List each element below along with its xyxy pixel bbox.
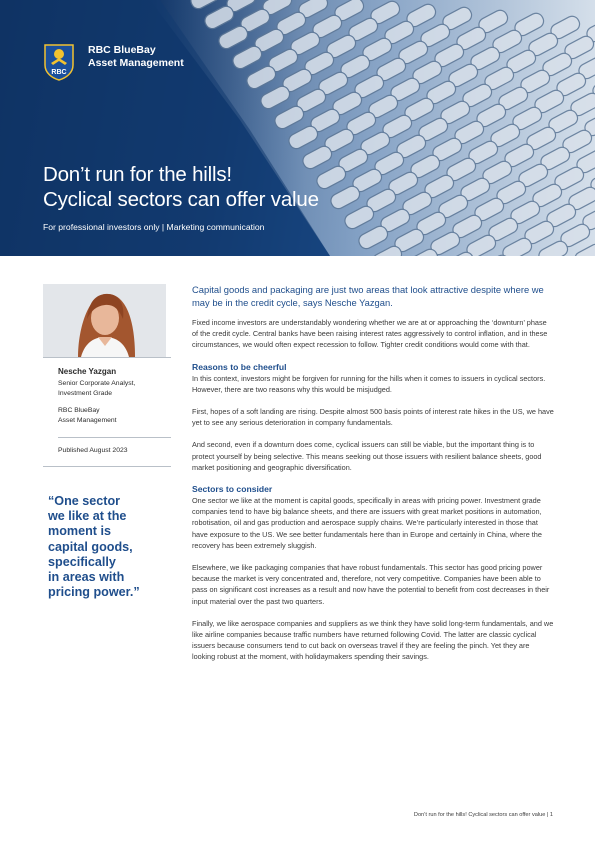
portrait-photo: [43, 284, 166, 357]
article-body: [192, 283, 554, 663]
reasons-paragraph-3: And second, even if a downturn does come, cyclical issuers can still be viable, but the important thing is to protect yourself by being selective. This means seeking out those issuers with resilient balance sheets, good market positioning and geographic diversification.: [192, 440, 542, 472]
author-org-line-2: Asset Management: [58, 417, 117, 424]
brand-line-2: Asset Management: [88, 57, 184, 69]
author-name: Nesche Yazgan: [58, 367, 117, 376]
brand-name: [88, 44, 184, 70]
author-organisation: [58, 406, 168, 426]
page-title: [43, 162, 319, 212]
header-banner: [0, 0, 595, 256]
author-role-line-2: Investment Grade: [58, 390, 113, 397]
author-role-line-1: Senior Corporate Analyst,: [58, 380, 136, 387]
brand-line-1: RBC BlueBay: [88, 44, 156, 56]
reasons-paragraph-2: First, hopes of a soft landing are rising. Despite almost 500 basis points of interest rate hikes in the US, we have yet to see any serious deterioration in company fundamentals.: [192, 407, 554, 428]
rbc-logo-icon: [42, 43, 76, 81]
audience-subtitle: For professional investors only | Marketing communication: [43, 222, 265, 232]
author-org-line-1: RBC BlueBay: [58, 407, 100, 414]
pull-quote: “One sector we like at the moment is capital goods, specifically in areas with pricing power.”: [48, 494, 140, 600]
sectors-paragraph-2: Elsewhere, we like packaging companies that have robust fundamentals. This sector has good pricing power because the market is very concentrated and, therefore, not very competitive. Companies have been able to pass on significant cost increases as a result and now have the potential to benefit from cost decreases in their input material over the past two quarters.: [192, 563, 550, 606]
author-role: [58, 379, 168, 399]
svg-text:RBC: RBC: [51, 69, 67, 76]
section-heading-reasons: Reasons to be cheerful: [192, 361, 287, 372]
intro-paragraph: Fixed income investors are understandably wondering whether we are at or approaching the ‘downturn’ phase of the credit cycle. Central banks have been raising interest rates aggressively to control inflation, and in these circumstances, we would often expect recession to follow. Tighter credit conditions would come with that.: [192, 318, 548, 350]
section-heading-sectors: Sectors to consider: [192, 484, 273, 495]
page-footer: Don’t run for the hills! Cyclical sectors can offer value | 1: [413, 812, 553, 818]
article-lead: Capital goods and packaging are just two areas that look attractive despite where we may be in the credit cycle, says Nesche Yazgan.: [192, 284, 544, 308]
profile-divider: [58, 437, 171, 438]
reasons-paragraph-1: In this context, investors might be forgiven for running for the hills when it comes to issuers in cyclical sectors. However, there are two reasons why this would be misjudged.: [192, 373, 546, 394]
building-facade-image: [0, 0, 595, 256]
sectors-paragraph-3: Finally, we like aerospace companies and suppliers as we think they have solid long-term fundamentals, and we like airline companies because traffic numbers have returned following Covid. The latter are classic cyclical issuers because consumers tend to cut back on overseas travel if they are feeling the pinch. Yet they are looking robust at the moment, with holidaymakers spending their savings.: [192, 618, 554, 662]
title-line-2: Cyclical sectors can offer value: [43, 188, 319, 211]
title-line-1: Don’t run for the hills!: [43, 163, 232, 186]
author-profile-box: [43, 357, 171, 467]
sectors-paragraph-1: One sector we like at the moment is capital goods, specifically in areas with pricing power. Investment grade companies tend to have big balance sheets, and there are issuers with great market positions in automation, robotisation, oil and gas production and aerospace supply chains. We’re particularly interested in those that have exposure to the US. We see better fundamentals here than in Europe and certainly in China, where the recovery has been extremely sluggish.: [192, 496, 542, 550]
published-date: Published August 2023: [58, 447, 128, 454]
